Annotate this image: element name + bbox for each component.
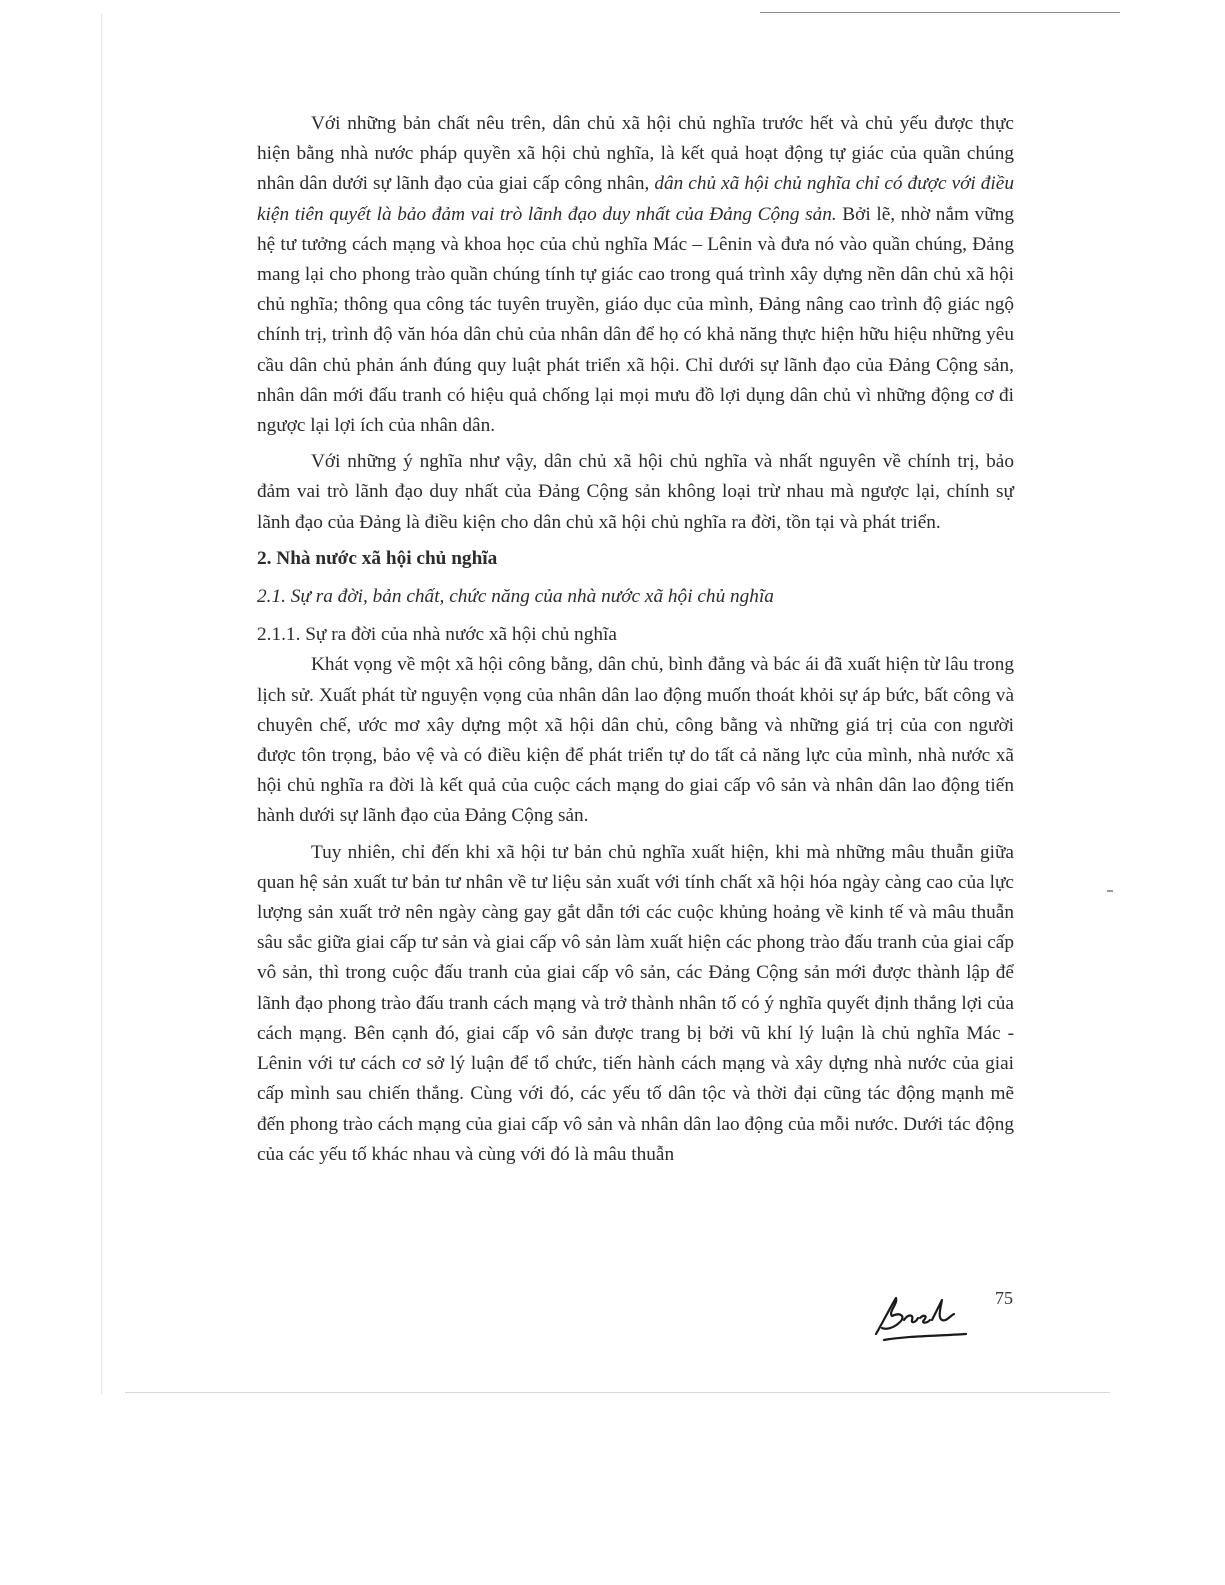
subsubsection-heading: 2.1.1. Sự ra đời của nhà nước xã hội chủ nghĩa (257, 624, 617, 646)
paragraph-1-italic: dân chủ xã hội chủ nghĩa chỉ có được với điều kiện tiên quyết là bảo đảm vai trò lãnh đạo duy nhất của Đảng Cộng sản. (257, 173, 1014, 225)
paragraph-3: Khát vọng về một xã hội công bằng, dân chủ, bình đẳng và bác ái đã xuất hiện từ lâu trong lịch sử. Xuất phát từ nguyện vọng của nhân dân lao động muốn thoát khỏi sự áp bức, bất công và chuyên chế, ước mơ xây dựng một xã hội dân chủ, công bằng và những giá trị của con người được tôn trọng, bảo vệ và có điều kiện để phát triển tự do tất cả năng lực của mình, nhà nước xã hội chủ nghĩa ra đời là kết quả của cuộc cách mạng do giai cấp vô sản và nhân dân lao động tiến hành dưới sự lãnh đạo của Đảng Cộng sản. (257, 654, 1014, 827)
scan-edge-bottom (125, 1392, 1110, 1393)
handwritten-signature (866, 1290, 976, 1346)
paragraph-1-text-b: Bởi lẽ, nhờ nắm vững hệ tư tưởng cách mạng và khoa học của chủ nghĩa Mác – Lênin và đưa nó vào quần chúng, Đảng mang lại cho phong trào quần chúng tính tự giác cao trong quá trình xây dựng nền dân chủ xã hội chủ nghĩa; thông qua công tác tuyên truyền, giáo dục của mình, Đảng nâng cao trình độ giác ngộ chính trị, trình độ văn hóa dân chủ của nhân dân để họ có khả năng thực hiện hữu hiệu những yêu cầu dân chủ phản ánh đúng quy luật phát triển xã hội. Chỉ dưới sự lãnh đạo của Đảng Cộng sản, nhân dân mới đấu tranh có hiệu quả chống lại mọi mưu đồ lợi dụng dân chủ vì những động cơ đi ngược lại lợi ích của nhân dân. (257, 203, 1014, 437)
paragraph-1 (257, 109, 1014, 441)
subsection-heading: 2.1. Sự ra đời, bản chất, chức năng của nhà nước xã hội chủ nghĩa (257, 586, 774, 608)
paragraph-4: Tuy nhiên, chỉ đến khi xã hội tư bản chủ nghĩa xuất hiện, khi mà những mâu thuẫn giữa quan hệ sản xuất tư bản tư nhân về tư liệu sản xuất với tính chất xã hội hóa ngày càng cao của lực lượng sản xuất trở nên ngày càng gay gắt dẫn tới các cuộc khủng hoảng về kinh tế và mâu thuẫn sâu sắc giữa giai cấp tư sản và giai cấp vô sản làm xuất hiện các phong trào đấu tranh của giai cấp vô sản, thì trong cuộc đấu tranh của giai cấp vô sản, các Đảng Cộng sản mới được thành lập để lãnh đạo phong trào đấu tranh cách mạng và trở thành nhân tố có ý nghĩa quyết định thắng lợi của cách mạng. Bên cạnh đó, giai cấp vô sản được trang bị bởi vũ khí lý luận là chủ nghĩa Mác - Lênin với tư cách cơ sở lý luận để tổ chức, tiến hành cách mạng và xây dựng nhà nước của giai cấp mình sau chiến thắng. Cùng với đó, các yếu tố dân tộc và thời đại cũng tác động mạnh mẽ đến phong trào cách mạng của giai cấp vô sản và nhân dân lao động của mỗi nước. Dưới tác động của các yếu tố khác nhau và cùng với đó là mâu thuẫn (257, 841, 1014, 1165)
page-number: 75 (995, 1288, 1013, 1308)
paragraph-2: Với những ý nghĩa như vậy, dân chủ xã hội chủ nghĩa và nhất nguyên về chính trị, bảo đảm vai trò lãnh đạo duy nhất của Đảng Cộng sản không loại trừ nhau mà ngược lại, chính sự lãnh đạo của Đảng là điều kiện cho dân chủ xã hội chủ nghĩa ra đời, tồn tại và phát triển. (257, 451, 1014, 533)
paragraph-1-text-a: Với những bản chất nêu trên, dân chủ xã hội chủ nghĩa trước hết và chủ yếu được thực hiện bằng nhà nước pháp quyền xã hội chủ nghĩa, là kết quả hoạt động tự giác của quần chúng nhân dân dưới sự lãnh đạo của giai cấp công nhân, (257, 113, 1014, 195)
scan-speck (1107, 890, 1113, 892)
page-body (257, 109, 1014, 1170)
scan-edge-top (760, 12, 1120, 13)
scan-edge-left (101, 14, 102, 1394)
section-heading: 2. Nhà nước xã hội chủ nghĩa (257, 547, 498, 569)
